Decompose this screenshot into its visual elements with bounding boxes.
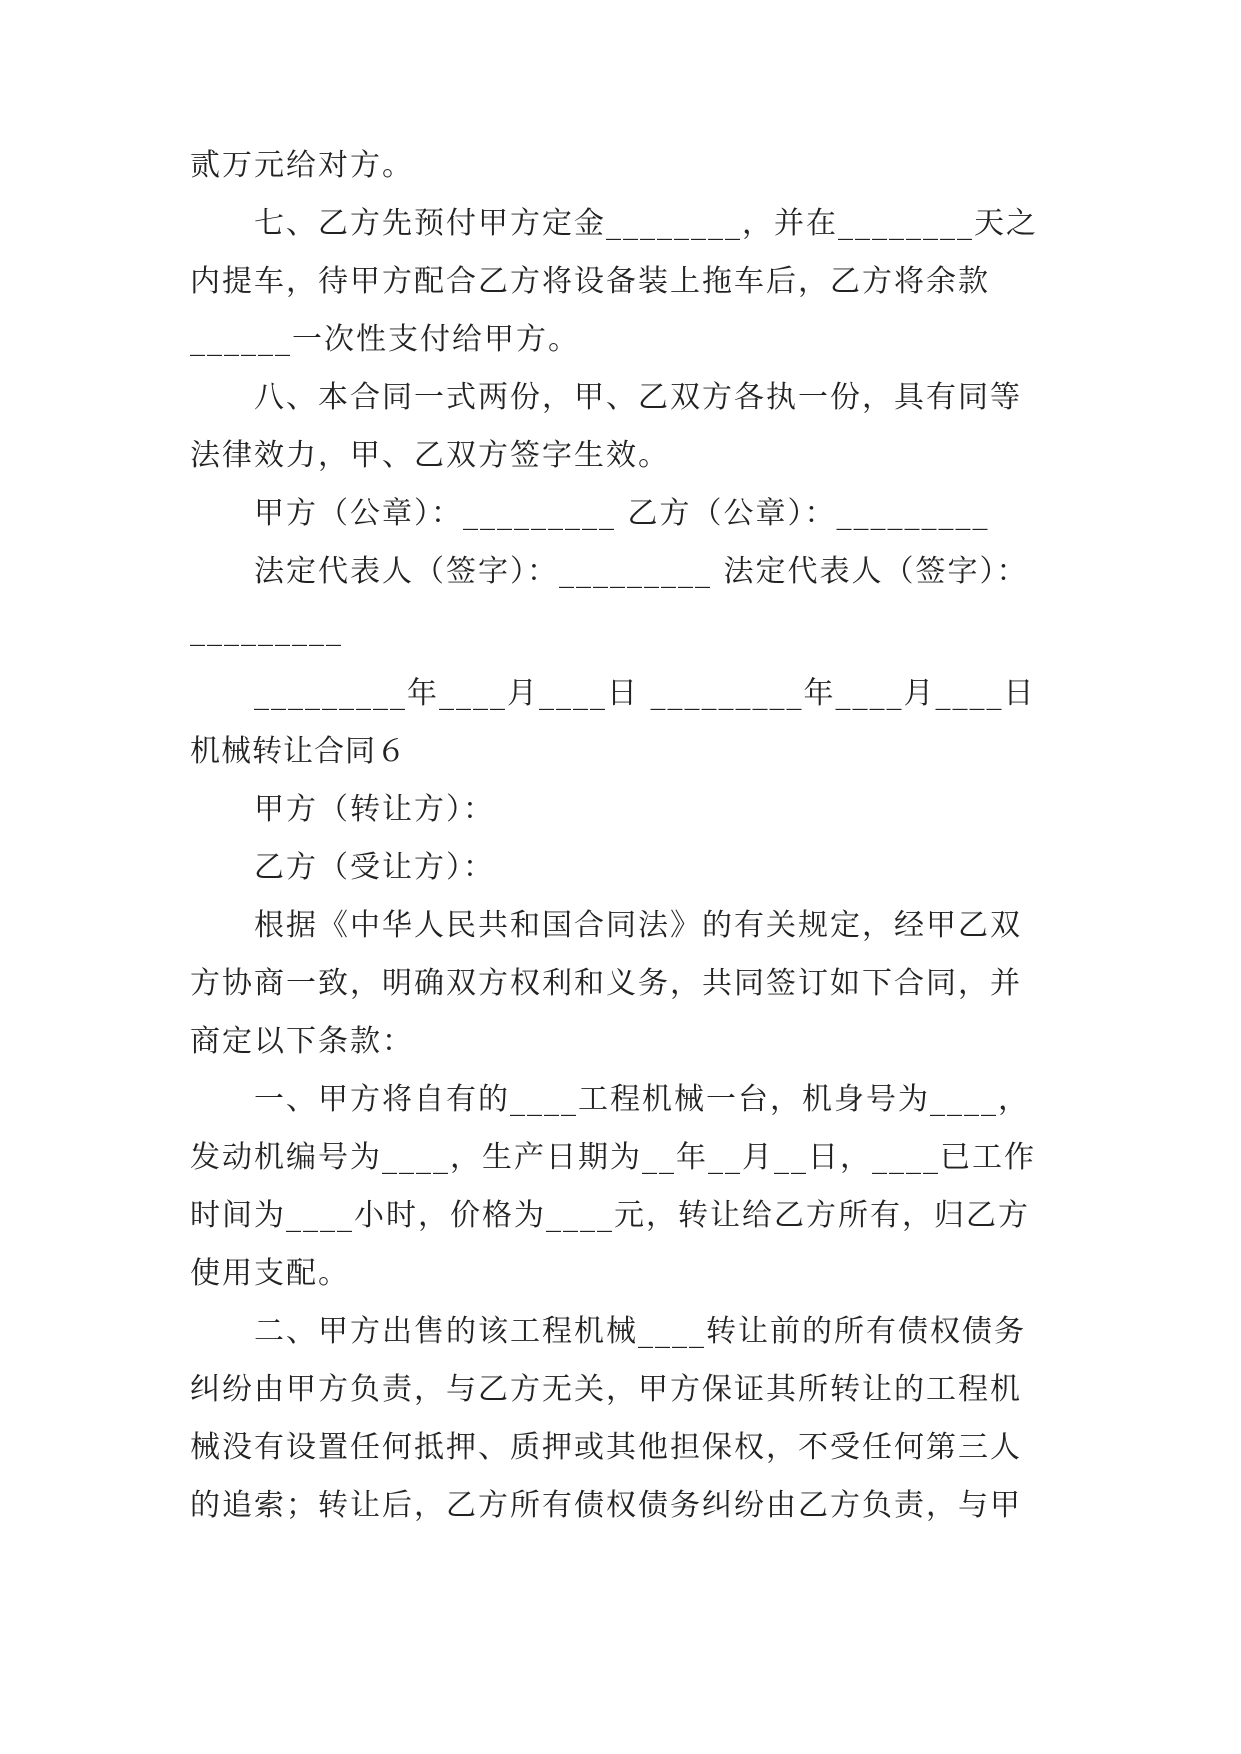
clause-2-line-3: 械没有设置任何抵押、质押或其他担保权，不受任何第三人: [190, 1430, 1022, 1465]
clause-7-line-1: 七、乙方先预付甲方定金________，并在________天之: [254, 206, 1038, 241]
clause-7-line-3: ______一次性支付给甲方。: [190, 322, 580, 357]
representative-blank-line: _________: [190, 612, 343, 647]
clause-8-line-2: 法律效力，甲、乙双方签字生效。: [190, 438, 670, 473]
representative-line: 法定代表人（签字）：_________ 法定代表人（签字）：: [254, 554, 1029, 589]
preamble-line-1: 根据《中华人民共和国合同法》的有关规定，经甲乙双: [254, 908, 1022, 943]
clause-1-line-3: 时间为____小时，价格为____元，转让给乙方所有，归乙方: [190, 1198, 1030, 1233]
clause-7-line-2: 内提车，待甲方配合乙方将设备装上拖车后，乙方将余款: [190, 264, 990, 299]
preamble-line-3: 商定以下条款：: [190, 1024, 414, 1059]
party-a-line: 甲方（转让方）：: [254, 792, 495, 827]
preamble-line-2: 方协商一致，明确双方权利和义务，共同签订如下合同，并: [190, 966, 1022, 1001]
party-b-line: 乙方（受让方）：: [254, 850, 495, 885]
clause-1-line-2: 发动机编号为____，生产日期为__年__月__日，____已工作: [190, 1140, 1036, 1175]
text-line: 贰万元给对方。: [190, 148, 414, 183]
clause-2-line-1: 二、甲方出售的该工程机械____转让前的所有债权债务: [254, 1314, 1026, 1349]
clause-1-line-4: 使用支配。: [190, 1256, 350, 1291]
date-line: _________年____月____日 _________年____月____日: [254, 676, 1036, 711]
seal-line: 甲方（公章）：_________ 乙方（公章）：_________: [254, 496, 990, 531]
clause-2-line-2: 纠纷由甲方负责，与乙方无关，甲方保证其所转让的工程机: [190, 1372, 1022, 1407]
contract-title: 机械转让合同６: [190, 734, 407, 769]
clause-8-line-1: 八、本合同一式两份，甲、乙双方各执一份，具有同等: [254, 380, 1022, 415]
clause-2-line-4: 的追索；转让后，乙方所有债权债务纠纷由乙方负责，与甲: [190, 1488, 1022, 1523]
clause-1-line-1: 一、甲方将自有的____工程机械一台，机身号为____，: [254, 1082, 1030, 1117]
